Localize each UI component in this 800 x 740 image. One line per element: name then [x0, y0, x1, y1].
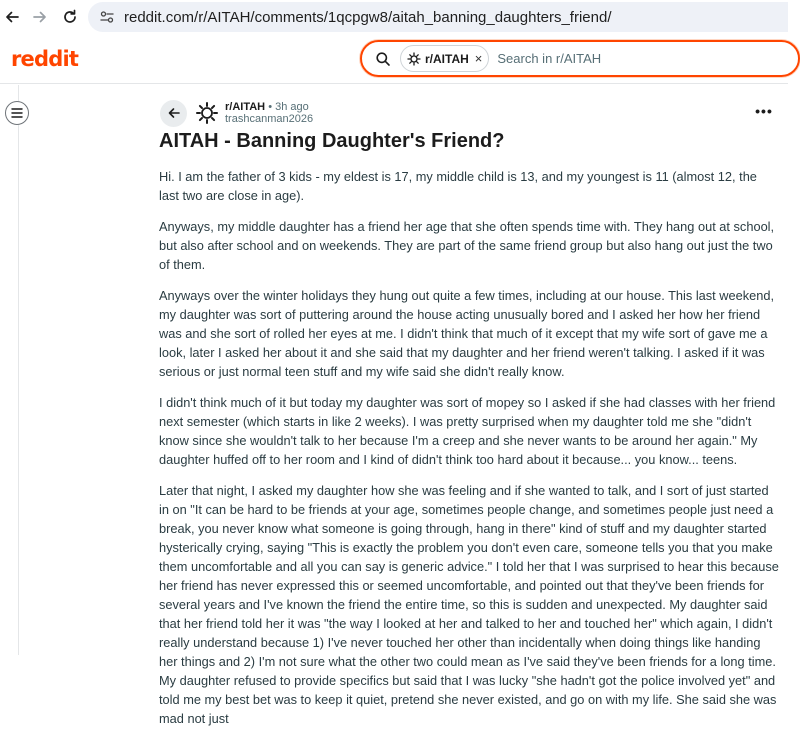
post-time: • 3h ago	[265, 101, 309, 113]
site-header	[0, 34, 788, 84]
post-meta	[160, 99, 313, 127]
post-paragraph: Anyways, my middle daughter has a friend her age that she often spends time with. They hang out at school, but also after school and on weekends. They are part of the same friend group but also hang out just the two of them.	[159, 219, 775, 272]
browser-toolbar	[0, 0, 788, 34]
author-link[interactable]: trashcanman2026	[225, 113, 314, 125]
search-input[interactable]	[497, 51, 717, 66]
post-meta-text	[225, 101, 313, 125]
close-icon[interactable]: ×	[474, 51, 483, 66]
subreddit-icon	[407, 52, 421, 66]
site-info-icon[interactable]	[92, 2, 122, 32]
reddit-logo[interactable]: reddit	[11, 47, 79, 71]
subreddit-filter-chip[interactable]	[400, 45, 489, 72]
search-icon	[374, 50, 392, 68]
subreddit-avatar[interactable]	[195, 101, 219, 125]
reload-icon	[62, 9, 78, 25]
back-button[interactable]	[160, 100, 187, 127]
chip-label: r/AITAH	[425, 51, 469, 66]
post-paragraph: Anyways over the winter holidays they hung out quite a few times, including at our house. This last weekend, my daughter was sort of puttering around the house acting unusually bored and I asked her how her friend was and she sort of rolled her eyes at me. I didn't think that much of it except that my wife sort of gave me a look, later I asked her about it and she said that my daughter and her friend weren't talking. I asked if it was serious or just normal teen stuff and my wife said she didn't really know.	[159, 288, 775, 379]
arrow-left-icon	[167, 106, 181, 120]
search-bar[interactable]	[360, 40, 800, 77]
post-paragraph: Hi. I am the father of 3 kids - my eldest is 17, my middle child is 13, and my youngest is 11 (almost 12, the last two are close in age).	[159, 169, 757, 203]
subreddit-link[interactable]: r/AITAH	[225, 101, 266, 113]
browser-forward-button[interactable]	[30, 7, 50, 27]
subreddit-icon	[195, 101, 219, 125]
address-bar[interactable]	[88, 2, 788, 32]
post-body	[159, 167, 779, 740]
menu-button[interactable]	[5, 101, 29, 125]
hamburger-icon	[11, 108, 23, 118]
browser-back-button[interactable]	[2, 7, 22, 27]
browser-reload-button[interactable]	[60, 7, 80, 27]
post-paragraph: Later that night, I asked my daughter how she was feeling and if she wanted to talk, and I sort of just started in on "It can be hard to be friends at your age, sometimes people change, and sometimes people just need a break, you never know what someone is going through, hang in there" kind of stuff and my daughter started hysterically crying, saying "This is exactly the problem you don't even care, someone tells you that you make them uncomfortable and all you can say is generic advice." I told her that I was surprised to hear this because her friend has never expressed this or seemed uncomfortable, and pointed out that they've been friends for several years and I've known the friend the entire time, so this is sudden and unexpected. My daughter said that her friend told her it was "the way I looked at her and talked to her and touched her" which again, I didn't really understand because 1) I've never touched her other than incidentally when doing things like handing her things and 2) I'm not sure what the other two could mean as I've said they've been friends for a long time. My daughter refused to provide specifics but said that I was lucky "she hadn't got the police involved yet" and told me my best bet was to keep it quiet, pretend she never existed, and go on with my life. She said she was mad not just	[159, 483, 779, 726]
post-paragraph: I didn't think much of it but today my daughter was sort of mopey so I asked if she had classes with her friend next semester (which starts in like 2 weeks). I was pretty surprised when my daughter told me she "didn't know since she wouldn't talk to her because I'm a creep and she never wants to be around her again." My daughter huffed off to her room and I kind of didn't think too hard about it because... you know... teens.	[159, 395, 776, 467]
post-title: AITAH - Banning Daughter's Friend?	[159, 130, 505, 152]
arrow-right-icon	[32, 9, 48, 25]
more-options-button[interactable]: •••	[755, 103, 773, 119]
arrow-left-icon	[4, 9, 20, 25]
left-rail	[0, 85, 19, 655]
url-text[interactable]: reddit.com/r/AITAH/comments/1qcpgw8/aitah_banning_daughters_friend/	[124, 8, 612, 26]
